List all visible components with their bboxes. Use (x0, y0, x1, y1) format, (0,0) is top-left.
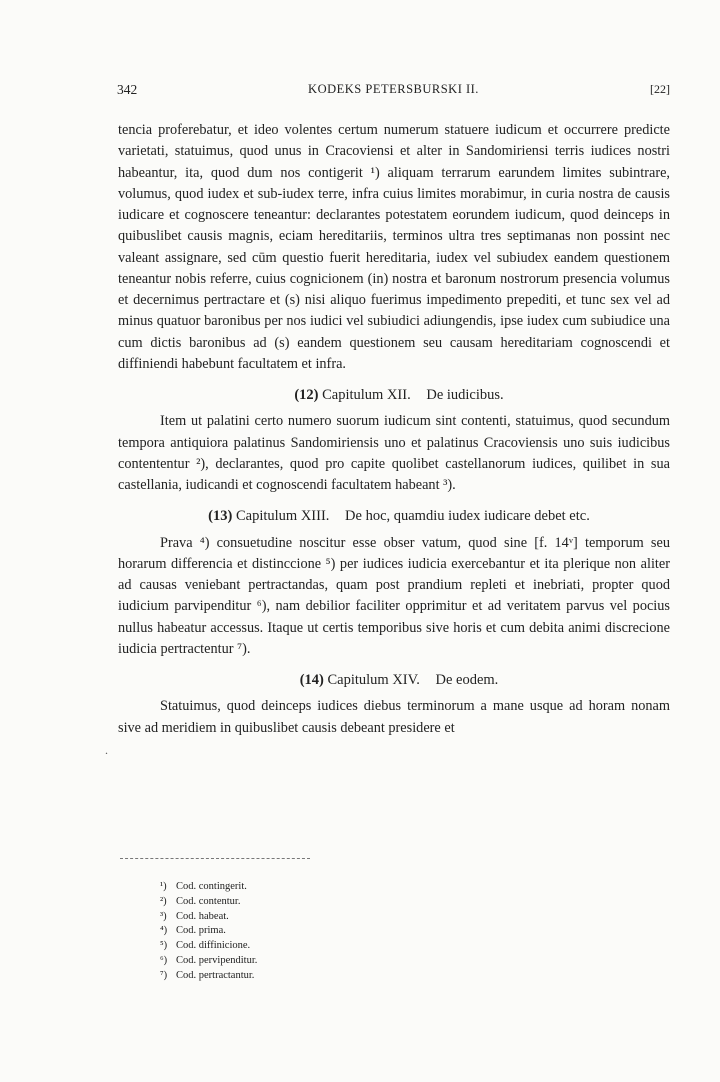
main-text (118, 120, 670, 739)
chapter-label: Capitulum XII. (322, 387, 411, 403)
chapter-title: De hoc, quamdiu iudex iudicare debet etc. (345, 508, 590, 525)
footnote-mark: ⁴) (160, 925, 168, 937)
chapter-number: (12) (294, 387, 319, 403)
running-title: KODEKS PETERSBURSKI II. (308, 82, 479, 96)
footnote-mark: ⁷) (160, 969, 168, 981)
footnote-mark: ⁶) (160, 954, 168, 966)
paragraph-4: Statuimus, quod deinceps iudices diebus terminorum a mane usque ad horam nonam sive ad meridiem in quibuslibet causis debeant presidere et (118, 698, 670, 736)
footnote-text: Cod. diffinicione. (176, 940, 251, 952)
footnote-mark: ³) (160, 910, 167, 922)
footnote-text: Cod. contentur. (176, 895, 241, 907)
chapter-title: De eodem. (435, 672, 499, 688)
footnote-7 (160, 969, 257, 984)
chapter-number: (14) (299, 672, 324, 688)
chapter-number: (13) (208, 508, 233, 525)
footnote-mark: ⁵) (160, 940, 168, 952)
chapter-heading-14 (118, 670, 670, 691)
paragraph-2: Item ut palatini certo numero suorum iudicum sint contenti, statuimus, quod secundum tempora antiquiora palatinus Sandomiriensis uno et palatinus Cracoviensis uno suis iudicibus contententur ²), declarantes, quod pro capite quolibet castellanorum iudices, quilibet in sua castellania, iudicandi et cognoscendi facultatem habeant ³). (118, 413, 670, 493)
page-number: 342 (117, 82, 138, 97)
margin-mark: . (105, 743, 108, 757)
footnote-divider (120, 858, 310, 859)
footnote-text: Cod. contingerit. (176, 881, 247, 892)
chapter-title: De iudicibus. (426, 387, 504, 403)
footnote-text: Cod. habeat. (176, 910, 229, 922)
section-number: [22] (650, 82, 670, 96)
footnote-4 (160, 924, 257, 939)
footnote-text: Cod. prima. (176, 925, 226, 937)
page-header (117, 82, 670, 102)
footnote-text: Cod. pervipenditur. (176, 954, 258, 966)
footnote-3 (160, 910, 257, 925)
chapter-heading-13 (118, 506, 670, 527)
chapter-label: Capitulum XIV. (327, 672, 420, 688)
footnote-6 (160, 954, 257, 969)
chapter-label: Capitulum XIII. (235, 508, 330, 525)
footnote-1 (160, 880, 257, 895)
chapter-heading-12 (118, 385, 670, 406)
footnotes (160, 880, 257, 984)
footnote-text: Cod. pertractantur. (176, 969, 255, 981)
footnote-5 (160, 939, 257, 954)
paragraph-3: Prava ⁴) consuetudine noscitur esse obser vatum, quod sine [f. 14ᵛ] temporum seu horarum differencia et distinccione ⁵) per iudices iudicia exercebantur et ita plerique non aliter ad causas veniebant pertractandas, quam post prandium repleti et inebriati, propter quod iudicium parvipenditur ⁶), nam debilior faciliter opprimitur et ad veritatem parvus vel pocius nullus habeatur accessus. Itaque ut certis temporibus sive horis et cum debita animi discrecione iudicia pertractentur ⁷). (118, 534, 670, 657)
footnote-mark: ¹) (160, 881, 167, 892)
footnote-2 (160, 895, 257, 910)
footnote-mark: ²) (160, 895, 167, 907)
paragraph-1: tencia proferebatur, et ideo volentes certum numerum statuere iudicum et occurrere predicte varietati, statuimus, quod unus in Cracoviensi et alter in Sandomiriensi terris iudices nostri habeantur, ita, quod dum nos contigerit ¹) aliquam terrarum earundem limites subintrare, volumus, quod iudex et sub-iudex terre, infra cuius limites morabimur, in curia nostra de causis iudicare et cognoscere teneantur: declarantes potestatem eorundem iudicum, quod deinceps in quibuslibet causis magnis, eciam hereditariis, terminos ultra tres septimanas non possint nec valeant assignare, sed cūm questio fuerit hereditaria, iudex vel subiudex eandem questionem teneantur nobis referre, cuius cognicionem (in) nostra et baronum nostrorum presencia volumus et decernimus pertractare et (s) nisi aliquo fuerimus impedimento prepediti, et tunc sex vel ad minus quatuor baronibus per nos iudici vel subiudici adiungendis, ipse iudex cum subiudice una cum dictis baronibus ad (s) eandem questionem seu causam hereditariam cognoscendi et diffiniendi habebunt facultatem et infra. (118, 122, 670, 372)
